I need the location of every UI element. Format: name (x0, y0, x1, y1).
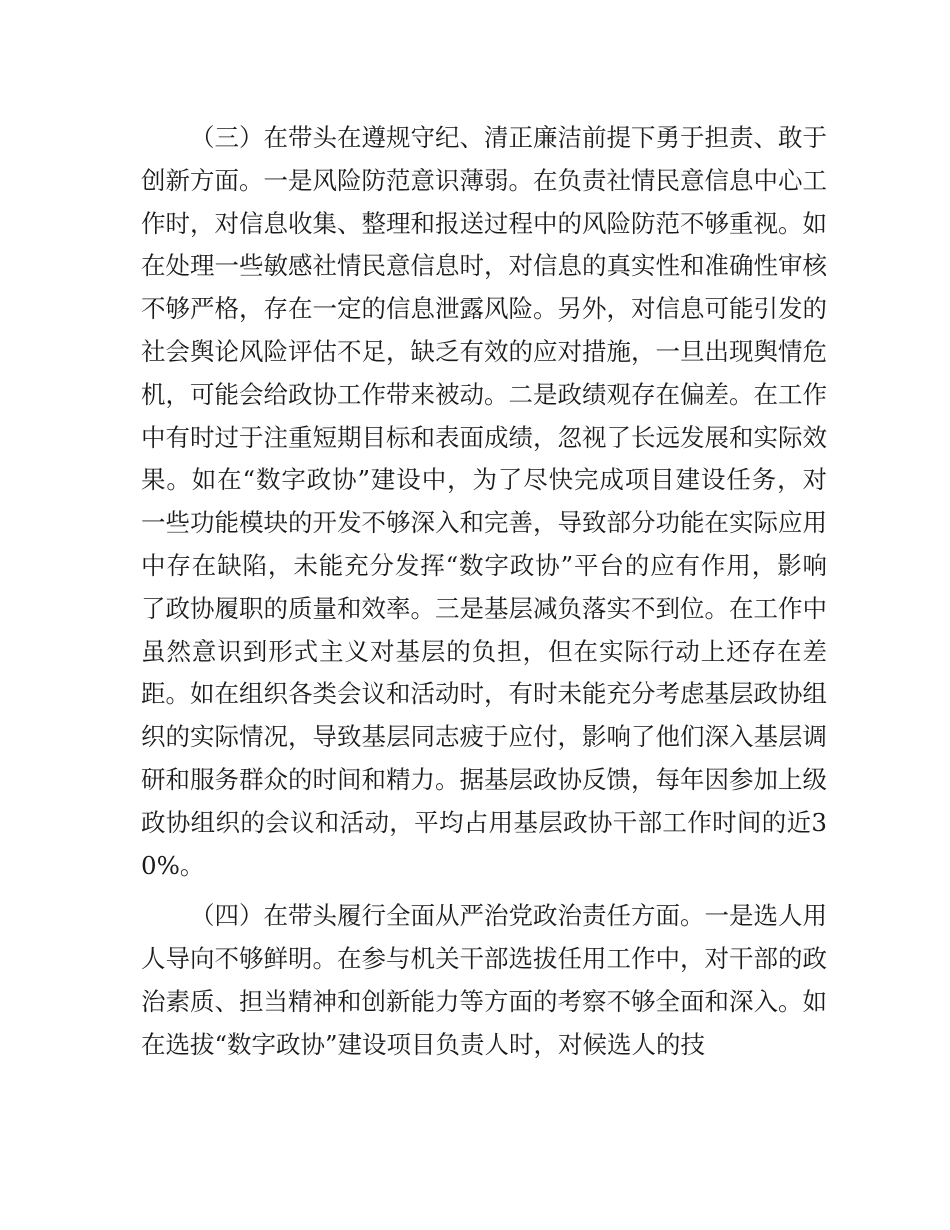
paragraph-section-three: （三）在带头在遵规守纪、清正廉洁前提下勇于担责、敢于创新方面。一是风险防范意识薄弱。在负责社情民意信息中心工作时，对信息收集、整理和报送过程中的风险防范不够重视。如在处理一些敏感社情民意信息时，对信息的真实性和准确性审核不够严格，存在一定的信息泄露风险。另外，对信息可能引发的社会舆论风险评估不足，缺乏有效的应对措施，一旦出现舆情危机，可能会给政协工作带来被动。二是政绩观存在偏差。在工作中有时过于注重短期目标和表面成绩，忽视了长远发展和实际效果。如在“数字政协”建设中，为了尽快完成项目建设任务，对一些功能模块的开发不够深入和完善，导致部分功能在实际应用中存在缺陷，未能充分发挥“数字政协”平台的应有作用，影响了政协履职的质量和效率。三是基层减负落实不到位。在工作中虽然意识到形式主义对基层的负担，但在实际行动上还存在差距。如在组织各类会议和活动时，有时未能充分考虑基层政协组织的实际情况，导致基层同志疲于应付，影响了他们深入基层调研和服务群众的时间和精力。据基层政协反馈，每年因参加上级政协组织的会议和活动，平均占用基层政协干部工作时间的近30%。 (141, 123, 827, 880)
paragraph-section-four: （四）在带头履行全面从严治党政治责任方面。一是选人用人导向不够鲜明。在参与机关干部选拔任用工作中，对干部的政治素质、担当精神和创新能力等方面的考察不够全面和深入。如在选拔“数字政协”建设项目负责人时，对候选人的技 (141, 901, 827, 1059)
document-body (141, 117, 827, 1075)
